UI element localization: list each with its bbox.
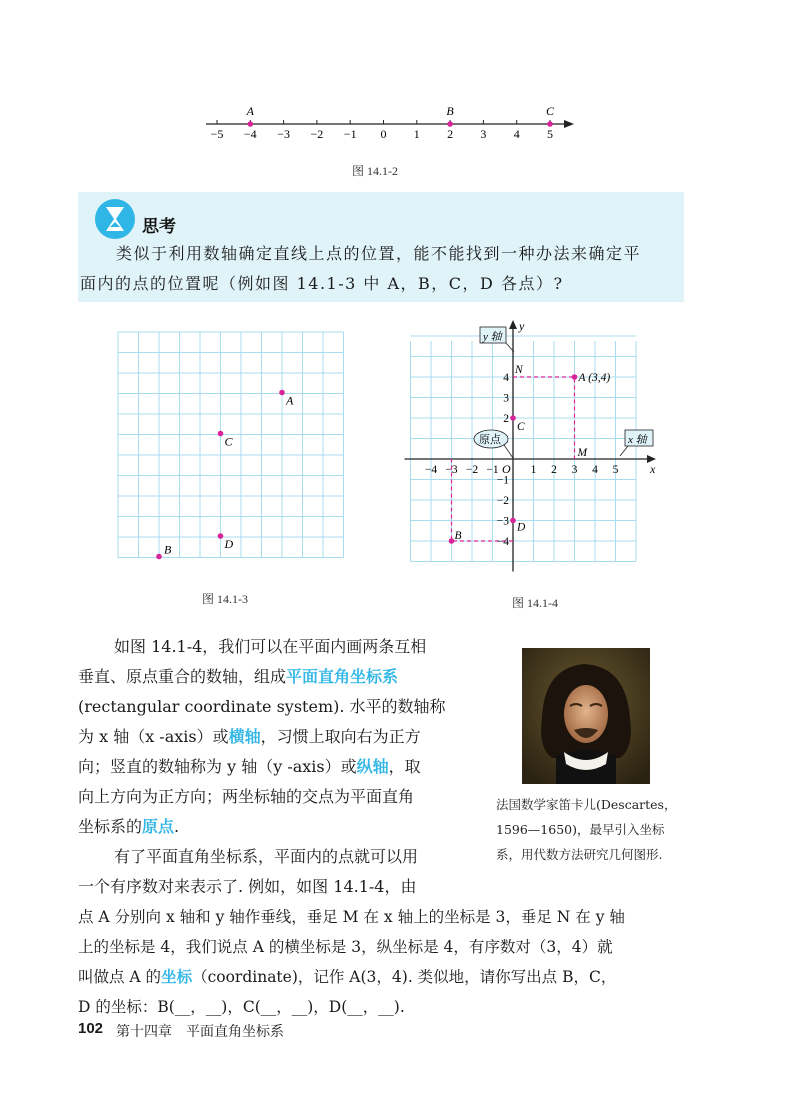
plot-point xyxy=(218,431,224,437)
y-tick-label: 2 xyxy=(503,413,509,425)
portrait-caption-line-1: 法国数学家笛卡儿(Descartes， xyxy=(496,797,677,812)
number-line-point-label: A xyxy=(246,104,254,118)
term-coordinate: 坐标 xyxy=(161,967,193,986)
figure-14-1-3 xyxy=(110,322,360,582)
think-text-line-1: 类似于利用数轴确定直线上点的位置，能不能找到一种办法来确定平 xyxy=(116,244,642,263)
y-tick-label: 4 xyxy=(503,372,509,384)
term-origin: 原点 xyxy=(142,817,175,836)
number-line-tick-label: 3 xyxy=(480,127,487,141)
plot-point xyxy=(156,554,162,560)
plot-point-label: C xyxy=(517,421,525,433)
plot-point xyxy=(510,415,516,421)
y-axis-arrow xyxy=(509,320,517,329)
body-text: 如图 14.1-4，我们可以在平面内画两条互相 xyxy=(114,637,427,656)
body-text: (rectangular coordinate system). 水平的数轴称 xyxy=(78,697,446,716)
figure-caption-14-1-2: 图 14.1-2 xyxy=(352,164,398,178)
x-axis-callout-text: x 轴 xyxy=(628,434,647,446)
number-line-tick-label: −3 xyxy=(277,127,290,141)
plot-point-label: A xyxy=(286,393,294,408)
body-text: 上的坐标是 4，我们说点 A 的横坐标是 3，纵坐标是 4，有序数对（3，4）就 xyxy=(78,938,613,956)
plot-point xyxy=(449,538,455,544)
body-text: 有了平面直角坐标系，平面内的点就可以用 xyxy=(114,847,419,866)
number-line-point xyxy=(447,121,453,127)
body-line-3 xyxy=(78,692,446,722)
figure-14-1-4 xyxy=(400,318,670,588)
x-tick-label: 5 xyxy=(612,464,619,476)
origin-letter: O xyxy=(502,462,511,476)
x-tick-label: 1 xyxy=(530,464,537,476)
number-line-point xyxy=(248,121,254,127)
body-line-6 xyxy=(78,782,414,812)
portrait-caption-line-2: 1596—1650)，最早引入坐标 xyxy=(496,822,665,837)
body-text: 向上方向为正方向；两坐标轴的交点为平面直角 xyxy=(78,787,415,806)
term-rectangular-coordinate-system: 平面直角坐标系 xyxy=(286,667,399,686)
number-line-figure xyxy=(200,100,590,150)
number-line-tick-label: −5 xyxy=(210,127,224,141)
body-line-8 xyxy=(114,842,418,872)
chapter-title: 第十四章 平面直角坐标系 xyxy=(116,1024,284,1040)
y-axis-callout xyxy=(480,327,514,352)
body-text: （coordinate)，记作 A(3，4). 类似地，请你写出点 B，C， xyxy=(192,968,617,986)
plot-point-label: C xyxy=(224,434,233,449)
body-text: 为 x 轴（x -axis）或 xyxy=(78,727,229,746)
body-text: 垂直、原点重合的数轴，组成 xyxy=(78,667,287,686)
body-line-2 xyxy=(78,662,398,692)
plot-point-label: B xyxy=(454,530,462,542)
descartes-portrait xyxy=(522,648,650,784)
body-text: ，取 xyxy=(388,757,421,776)
x-tick-label: −2 xyxy=(465,464,479,476)
body-text: 点 A 分别向 x 轴和 y 轴作垂线，垂足 M 在 x 轴上的坐标是 3，垂足 N 在 y 轴 xyxy=(78,908,625,926)
body-line-5 xyxy=(78,752,421,782)
portrait-caption xyxy=(496,792,696,867)
y-tick-label: −4 xyxy=(496,536,509,548)
y-tick-label: −2 xyxy=(496,495,509,507)
number-line-arrow xyxy=(564,120,574,128)
body-line-11 xyxy=(78,932,613,962)
body-line-12 xyxy=(78,962,616,992)
term-vertical-axis: 纵轴 xyxy=(356,757,389,776)
body-line-10 xyxy=(78,902,625,932)
x-axis-letter: x xyxy=(650,462,656,476)
body-line-13 xyxy=(78,992,405,1022)
plot-point xyxy=(218,533,224,539)
body-line-9 xyxy=(78,872,416,902)
number-line-tick-label: −4 xyxy=(243,127,257,141)
plot-point-label: D xyxy=(517,521,526,534)
body-text: 一个有序数对来表示了. 例如，如图 14.1-4，由 xyxy=(78,877,417,896)
x-tick-label: 3 xyxy=(571,464,578,476)
number-line-tick-label: 1 xyxy=(413,127,420,141)
number-line-point-label: C xyxy=(545,104,555,118)
y-axis-letter: y xyxy=(519,319,525,333)
body-text: ，习惯上取向右为正方 xyxy=(260,727,421,746)
plot-point-label: A (3,4) xyxy=(578,372,611,384)
foot-n-label: N xyxy=(515,364,523,376)
x-tick-label: −1 xyxy=(486,464,499,476)
foot-m-label: M xyxy=(577,447,588,459)
y-tick-label: −1 xyxy=(496,474,509,487)
x-tick-label: 2 xyxy=(551,464,557,476)
body-text: 叫做点 A 的 xyxy=(78,968,162,986)
number-line-tick-label: 4 xyxy=(513,127,520,141)
number-line-tick-label: 0 xyxy=(380,127,387,141)
plot-point-label: B xyxy=(164,542,172,557)
think-title: 思考 xyxy=(142,217,176,237)
portrait-caption-line-3: 系，用代数方法研究几何图形. xyxy=(496,847,663,862)
number-line-tick-label: 2 xyxy=(447,127,454,141)
plot-point xyxy=(279,390,285,396)
plot-point xyxy=(510,518,516,524)
think-icon xyxy=(94,198,136,240)
body-line-4 xyxy=(78,722,421,752)
y-tick-label: −3 xyxy=(496,515,509,528)
x-tick-label: −3 xyxy=(445,464,458,476)
figure-caption-14-1-3: 图 14.1-3 xyxy=(202,592,248,606)
number-line-tick-label: −1 xyxy=(343,127,357,141)
body-line-7 xyxy=(78,812,179,842)
origin-callout-text: 原点 xyxy=(479,434,501,446)
think-text-line-2: 面内的点的位置呢（例如图 14.1-3 中 A，B，C，D 各点）? xyxy=(80,274,564,293)
number-line-point-label: B xyxy=(446,104,454,118)
plot-point-label: D xyxy=(224,537,234,551)
body-text: . xyxy=(174,817,180,836)
term-horizontal-axis: 横轴 xyxy=(228,727,261,746)
y-axis-callout-text: y 轴 xyxy=(483,331,502,343)
page-number: 102 xyxy=(78,1020,104,1037)
number-line-tick-label: −2 xyxy=(310,127,324,141)
plot-point xyxy=(572,374,578,380)
body-text: D 的坐标：B(__，__)，C(__，__)，D(__，__). xyxy=(78,998,405,1016)
figure-caption-14-1-4: 图 14.1-4 xyxy=(512,596,558,610)
body-line-1 xyxy=(114,632,426,662)
number-line-tick-label: 5 xyxy=(547,127,553,141)
number-line-point xyxy=(547,121,553,127)
x-tick-label: 4 xyxy=(592,464,598,476)
body-text: 向；竖直的数轴称为 y 轴（y -axis）或 xyxy=(78,757,357,776)
y-tick-label: 3 xyxy=(503,392,509,405)
body-text: 坐标系的 xyxy=(78,817,143,836)
x-tick-label: −4 xyxy=(424,464,438,476)
